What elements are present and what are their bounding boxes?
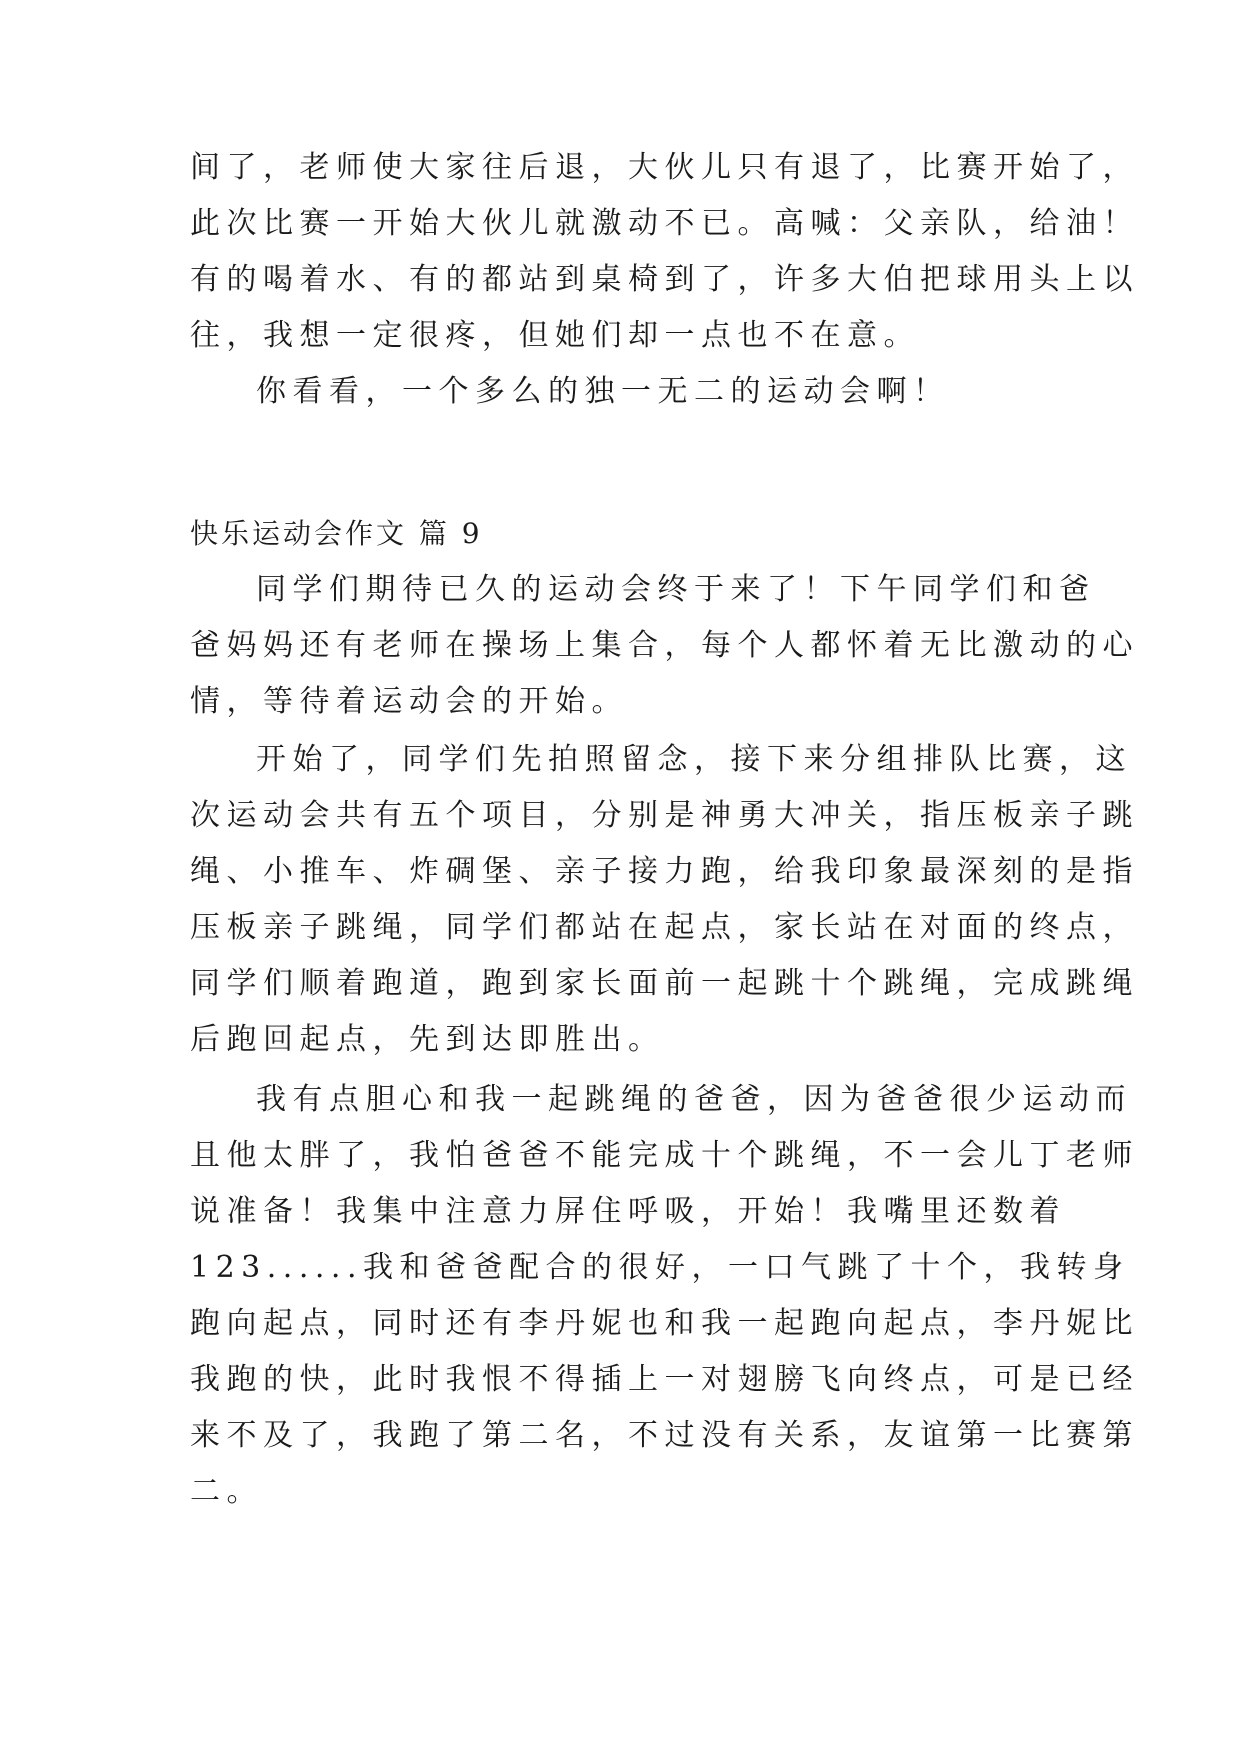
paragraph-line: 我有点胆心和我一起跳绳的爸爸，因为爸爸很少运动而 xyxy=(256,1082,1132,1117)
section-title: 快乐运动会作文 篇 9 xyxy=(190,517,483,550)
paragraph-line: 此次比赛一开始大伙儿就激动不已。高喊：父亲队，给油！ xyxy=(190,206,1139,241)
paragraph-line: 有的喝着水、有的都站到桌椅到了，许多大伯把球用头上以 xyxy=(190,262,1139,297)
paragraph-line: 后跑回起点，先到达即胜出。 xyxy=(190,1022,665,1057)
paragraph-line: 次运动会共有五个项目，分别是神勇大冲关，指压板亲子跳 xyxy=(190,798,1139,833)
paragraph-line: 你看看，一个多么的独一无二的运动会啊！ xyxy=(256,374,950,409)
paragraph-line: 开始了，同学们先拍照留念，接下来分组排队比赛，这 xyxy=(256,742,1132,777)
paragraph-line: 我跑的快，此时我恨不得插上一对翅膀飞向终点，可是已经 xyxy=(190,1362,1139,1397)
paragraph-line: 且他太胖了，我怕爸爸不能完成十个跳绳，不一会儿丁老师 xyxy=(190,1138,1139,1173)
paragraph-line: 跑向起点，同时还有李丹妮也和我一起跑向起点，李丹妮比 xyxy=(190,1306,1139,1341)
paragraph-line: 来不及了，我跑了第二名，不过没有关系，友谊第一比赛第 xyxy=(190,1418,1139,1453)
paragraph-line: 说准备！我集中注意力屏住呼吸，开始！我嘴里还数着 xyxy=(190,1194,1066,1229)
paragraph-line: 情，等待着运动会的开始。 xyxy=(190,684,628,719)
paragraph-line: 123......我和爸爸配合的很好，一口气跳了十个，我转身 xyxy=(190,1250,1130,1285)
paragraph-line: 同学们期待已久的运动会终于来了！下午同学们和爸 xyxy=(256,572,1096,607)
paragraph-line: 压板亲子跳绳，同学们都站在起点，家长站在对面的终点， xyxy=(190,910,1139,945)
paragraph-line: 二。 xyxy=(190,1474,263,1509)
paragraph-line: 同学们顺着跑道，跑到家长面前一起跳十个跳绳，完成跳绳 xyxy=(190,966,1139,1001)
paragraph-line: 爸妈妈还有老师在操场上集合，每个人都怀着无比激动的心 xyxy=(190,628,1139,663)
paragraph-line: 往，我想一定很疼，但她们却一点也不在意。 xyxy=(190,318,920,353)
paragraph-line: 间了，老师使大家往后退，大伙儿只有退了，比赛开始了， xyxy=(190,150,1139,185)
paragraph-line: 绳、小推车、炸碉堡、亲子接力跑，给我印象最深刻的是指 xyxy=(190,854,1139,889)
